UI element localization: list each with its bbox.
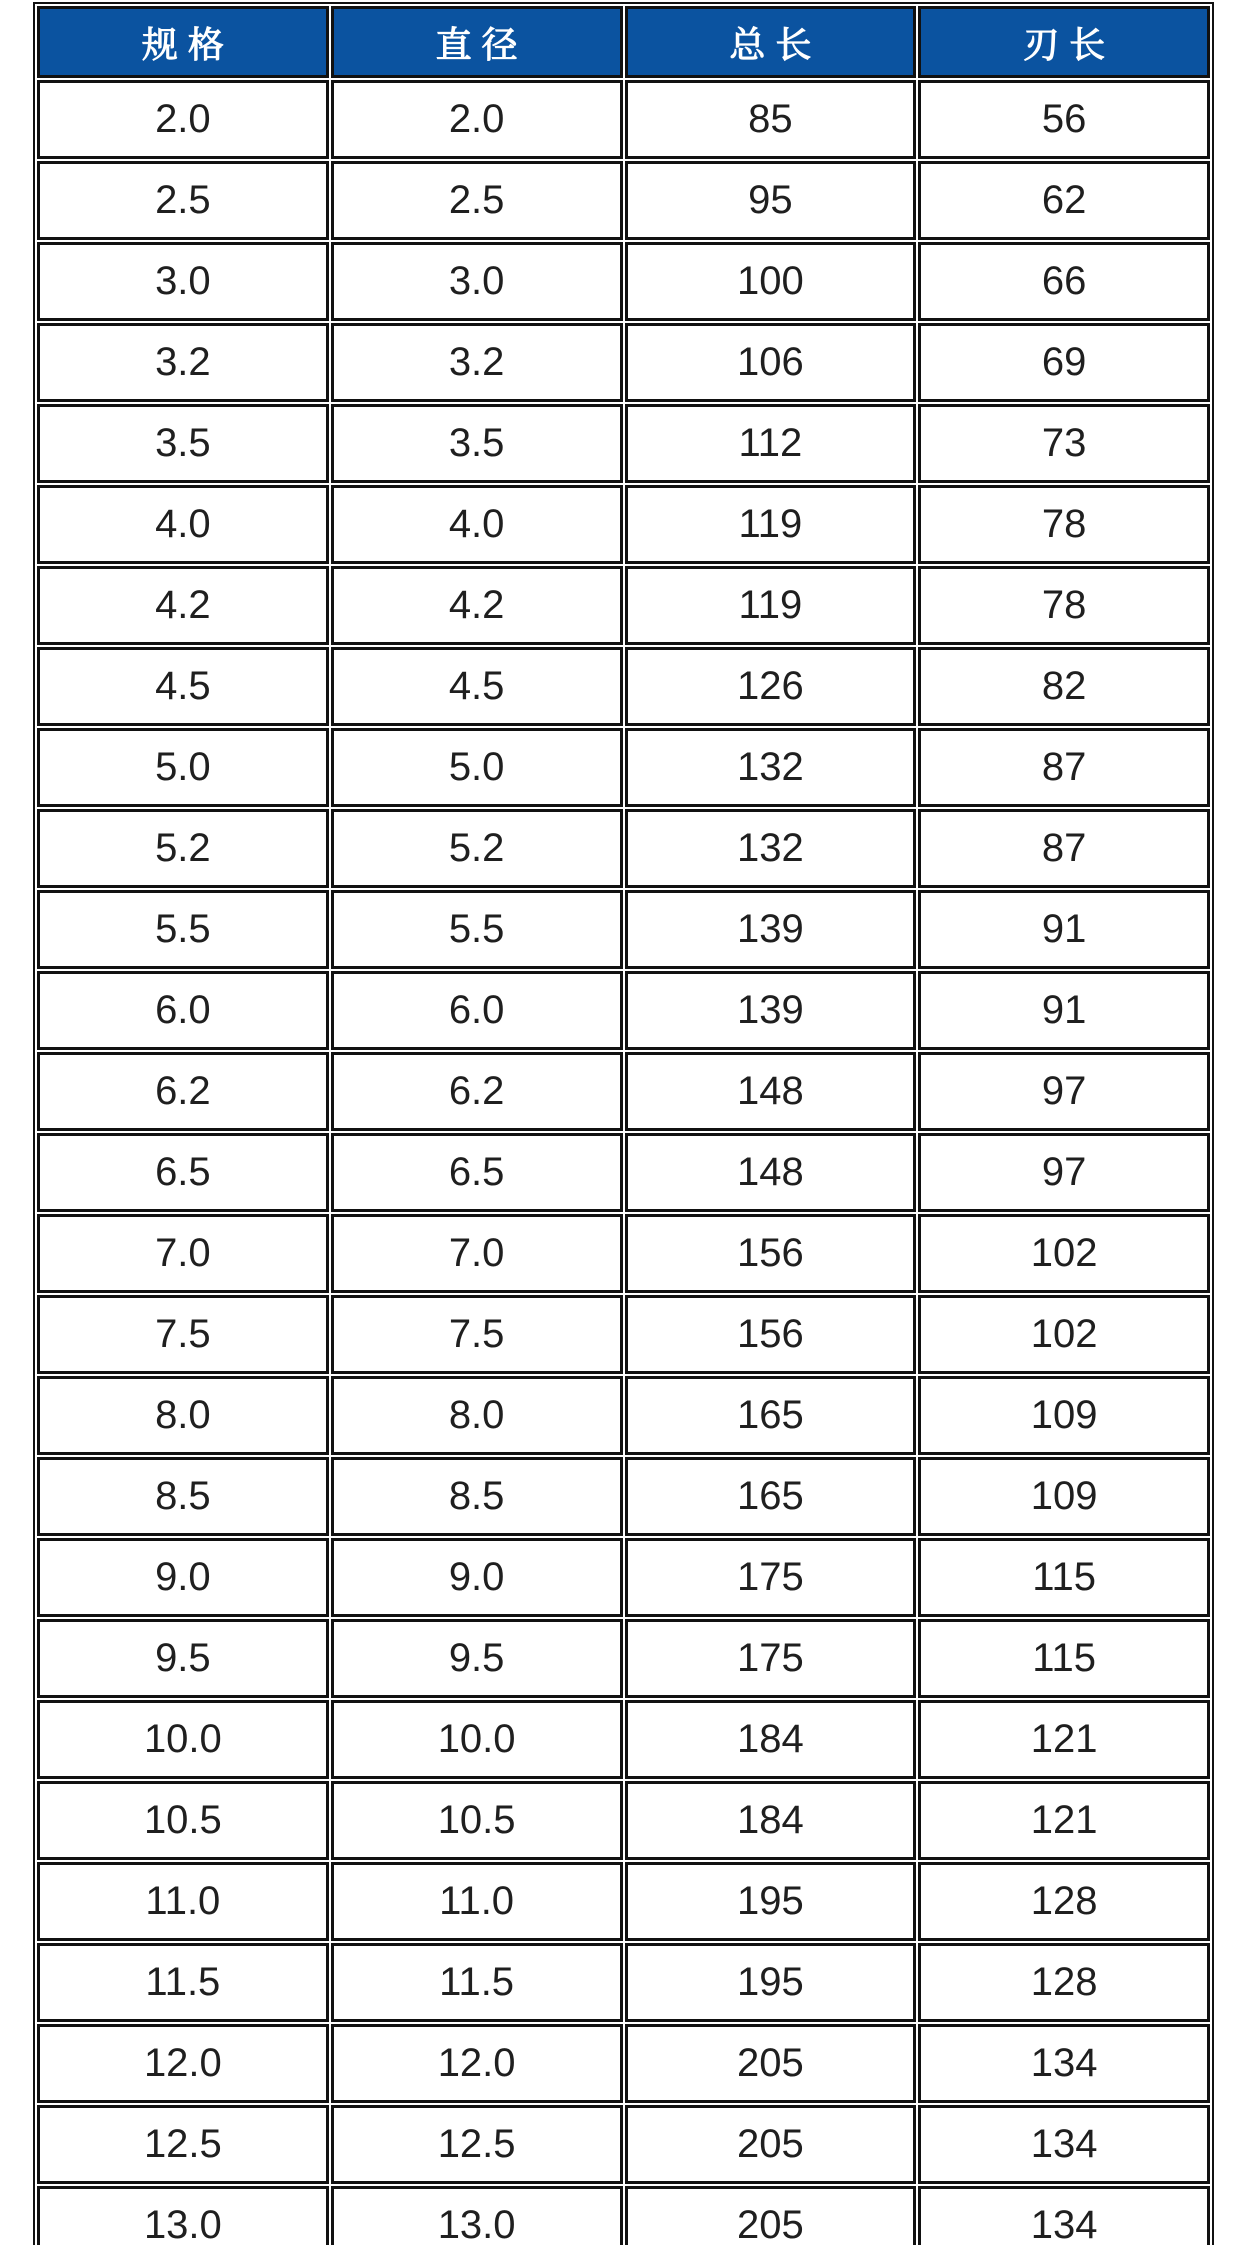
table-cell: 8.0 xyxy=(331,1376,623,1455)
table-cell: 95 xyxy=(625,161,917,240)
table-cell: 12.0 xyxy=(331,2024,623,2103)
table-cell: 205 xyxy=(625,2186,917,2245)
table-cell: 3.5 xyxy=(37,404,329,483)
table-cell: 175 xyxy=(625,1619,917,1698)
table-row xyxy=(37,161,1210,240)
table-cell: 195 xyxy=(625,1943,917,2022)
column-header-spec: 规格 xyxy=(37,6,329,78)
table-cell: 2.5 xyxy=(331,161,623,240)
table-cell: 2.5 xyxy=(37,161,329,240)
table-cell: 128 xyxy=(918,1943,1210,2022)
table-cell: 148 xyxy=(625,1133,917,1212)
column-header-flute-length: 刃长 xyxy=(918,6,1210,78)
table-cell: 2.0 xyxy=(37,80,329,159)
table-row xyxy=(37,1781,1210,1860)
table-cell: 97 xyxy=(918,1133,1210,1212)
table-cell: 66 xyxy=(918,242,1210,321)
table-cell: 7.5 xyxy=(37,1295,329,1374)
table-cell: 10.5 xyxy=(331,1781,623,1860)
table-cell: 13.0 xyxy=(37,2186,329,2245)
table-cell: 184 xyxy=(625,1700,917,1779)
table-cell: 56 xyxy=(918,80,1210,159)
table-cell: 128 xyxy=(918,1862,1210,1941)
table-cell: 156 xyxy=(625,1214,917,1293)
table-cell: 10.0 xyxy=(331,1700,623,1779)
table-row xyxy=(37,1295,1210,1374)
table-cell: 3.0 xyxy=(37,242,329,321)
table-row xyxy=(37,728,1210,807)
table-cell: 106 xyxy=(625,323,917,402)
table-body xyxy=(37,80,1210,2245)
table-cell: 119 xyxy=(625,566,917,645)
table-cell: 6.0 xyxy=(37,971,329,1050)
table-row xyxy=(37,404,1210,483)
table-cell: 12.5 xyxy=(331,2105,623,2184)
table-row xyxy=(37,1457,1210,1536)
table-cell: 4.5 xyxy=(331,647,623,726)
table-row xyxy=(37,1052,1210,1131)
table-row xyxy=(37,1538,1210,1617)
table-cell: 109 xyxy=(918,1457,1210,1536)
spec-table xyxy=(33,2,1214,2245)
table-cell: 7.0 xyxy=(37,1214,329,1293)
table-cell: 165 xyxy=(625,1457,917,1536)
table-cell: 6.2 xyxy=(37,1052,329,1131)
table-row xyxy=(37,1376,1210,1455)
table-cell: 134 xyxy=(918,2105,1210,2184)
table-cell: 126 xyxy=(625,647,917,726)
table-row xyxy=(37,647,1210,726)
column-header-total-length: 总长 xyxy=(625,6,917,78)
table-header xyxy=(37,6,1210,78)
table-row xyxy=(37,1214,1210,1293)
table-cell: 102 xyxy=(918,1214,1210,1293)
table-cell: 91 xyxy=(918,890,1210,969)
table-row xyxy=(37,1619,1210,1698)
table-cell: 148 xyxy=(625,1052,917,1131)
table-cell: 11.5 xyxy=(37,1943,329,2022)
table-cell: 85 xyxy=(625,80,917,159)
table-cell: 9.5 xyxy=(37,1619,329,1698)
table-row xyxy=(37,971,1210,1050)
table-cell: 132 xyxy=(625,809,917,888)
table-cell: 119 xyxy=(625,485,917,564)
table-cell: 11.5 xyxy=(331,1943,623,2022)
table-cell: 139 xyxy=(625,971,917,1050)
table-row xyxy=(37,242,1210,321)
table-row xyxy=(37,890,1210,969)
table-cell: 10.0 xyxy=(37,1700,329,1779)
table-cell: 4.2 xyxy=(37,566,329,645)
table-cell: 156 xyxy=(625,1295,917,1374)
table-cell: 11.0 xyxy=(37,1862,329,1941)
table-cell: 121 xyxy=(918,1781,1210,1860)
table-cell: 3.5 xyxy=(331,404,623,483)
table-row xyxy=(37,1862,1210,1941)
table-cell: 4.0 xyxy=(37,485,329,564)
table-cell: 121 xyxy=(918,1700,1210,1779)
table-row xyxy=(37,1700,1210,1779)
table-cell: 134 xyxy=(918,2186,1210,2245)
table-cell: 69 xyxy=(918,323,1210,402)
table-cell: 175 xyxy=(625,1538,917,1617)
table-cell: 9.5 xyxy=(331,1619,623,1698)
table-cell: 5.0 xyxy=(37,728,329,807)
table-cell: 97 xyxy=(918,1052,1210,1131)
table-cell: 100 xyxy=(625,242,917,321)
table-cell: 87 xyxy=(918,728,1210,807)
table-cell: 6.2 xyxy=(331,1052,623,1131)
table-row xyxy=(37,1943,1210,2022)
table-cell: 3.2 xyxy=(37,323,329,402)
table-cell: 9.0 xyxy=(331,1538,623,1617)
table-cell: 7.5 xyxy=(331,1295,623,1374)
table-cell: 12.0 xyxy=(37,2024,329,2103)
table-cell: 10.5 xyxy=(37,1781,329,1860)
table-cell: 3.0 xyxy=(331,242,623,321)
table-cell: 2.0 xyxy=(331,80,623,159)
table-cell: 12.5 xyxy=(37,2105,329,2184)
table-cell: 6.0 xyxy=(331,971,623,1050)
table-cell: 91 xyxy=(918,971,1210,1050)
table-cell: 5.2 xyxy=(37,809,329,888)
table-row xyxy=(37,1133,1210,1212)
table-cell: 5.0 xyxy=(331,728,623,807)
table-row xyxy=(37,80,1210,159)
table-row xyxy=(37,2024,1210,2103)
table-cell: 13.0 xyxy=(331,2186,623,2245)
table-row xyxy=(37,2186,1210,2245)
table-cell: 165 xyxy=(625,1376,917,1455)
table-cell: 78 xyxy=(918,566,1210,645)
table-cell: 115 xyxy=(918,1538,1210,1617)
table-cell: 78 xyxy=(918,485,1210,564)
table-cell: 3.2 xyxy=(331,323,623,402)
table-cell: 87 xyxy=(918,809,1210,888)
table-cell: 5.2 xyxy=(331,809,623,888)
table-row xyxy=(37,566,1210,645)
table-cell: 205 xyxy=(625,2105,917,2184)
table-cell: 5.5 xyxy=(331,890,623,969)
table-cell: 5.5 xyxy=(37,890,329,969)
table-cell: 9.0 xyxy=(37,1538,329,1617)
table-cell: 112 xyxy=(625,404,917,483)
table-cell: 7.0 xyxy=(331,1214,623,1293)
column-header-diameter: 直径 xyxy=(331,6,623,78)
table-cell: 102 xyxy=(918,1295,1210,1374)
table-row xyxy=(37,485,1210,564)
table-cell: 11.0 xyxy=(331,1862,623,1941)
table-cell: 6.5 xyxy=(37,1133,329,1212)
table-row xyxy=(37,2105,1210,2184)
table-cell: 205 xyxy=(625,2024,917,2103)
table-cell: 195 xyxy=(625,1862,917,1941)
table-cell: 8.5 xyxy=(37,1457,329,1536)
header-row xyxy=(37,6,1210,78)
table-cell: 139 xyxy=(625,890,917,969)
table-cell: 184 xyxy=(625,1781,917,1860)
table-cell: 134 xyxy=(918,2024,1210,2103)
table-cell: 73 xyxy=(918,404,1210,483)
table-row xyxy=(37,809,1210,888)
table-cell: 115 xyxy=(918,1619,1210,1698)
table-cell: 109 xyxy=(918,1376,1210,1455)
table-cell: 8.0 xyxy=(37,1376,329,1455)
table-cell: 8.5 xyxy=(331,1457,623,1536)
table-cell: 4.2 xyxy=(331,566,623,645)
table-cell: 62 xyxy=(918,161,1210,240)
table-cell: 4.5 xyxy=(37,647,329,726)
table-row xyxy=(37,323,1210,402)
table-cell: 82 xyxy=(918,647,1210,726)
table-cell: 132 xyxy=(625,728,917,807)
table-cell: 6.5 xyxy=(331,1133,623,1212)
table-cell: 4.0 xyxy=(331,485,623,564)
